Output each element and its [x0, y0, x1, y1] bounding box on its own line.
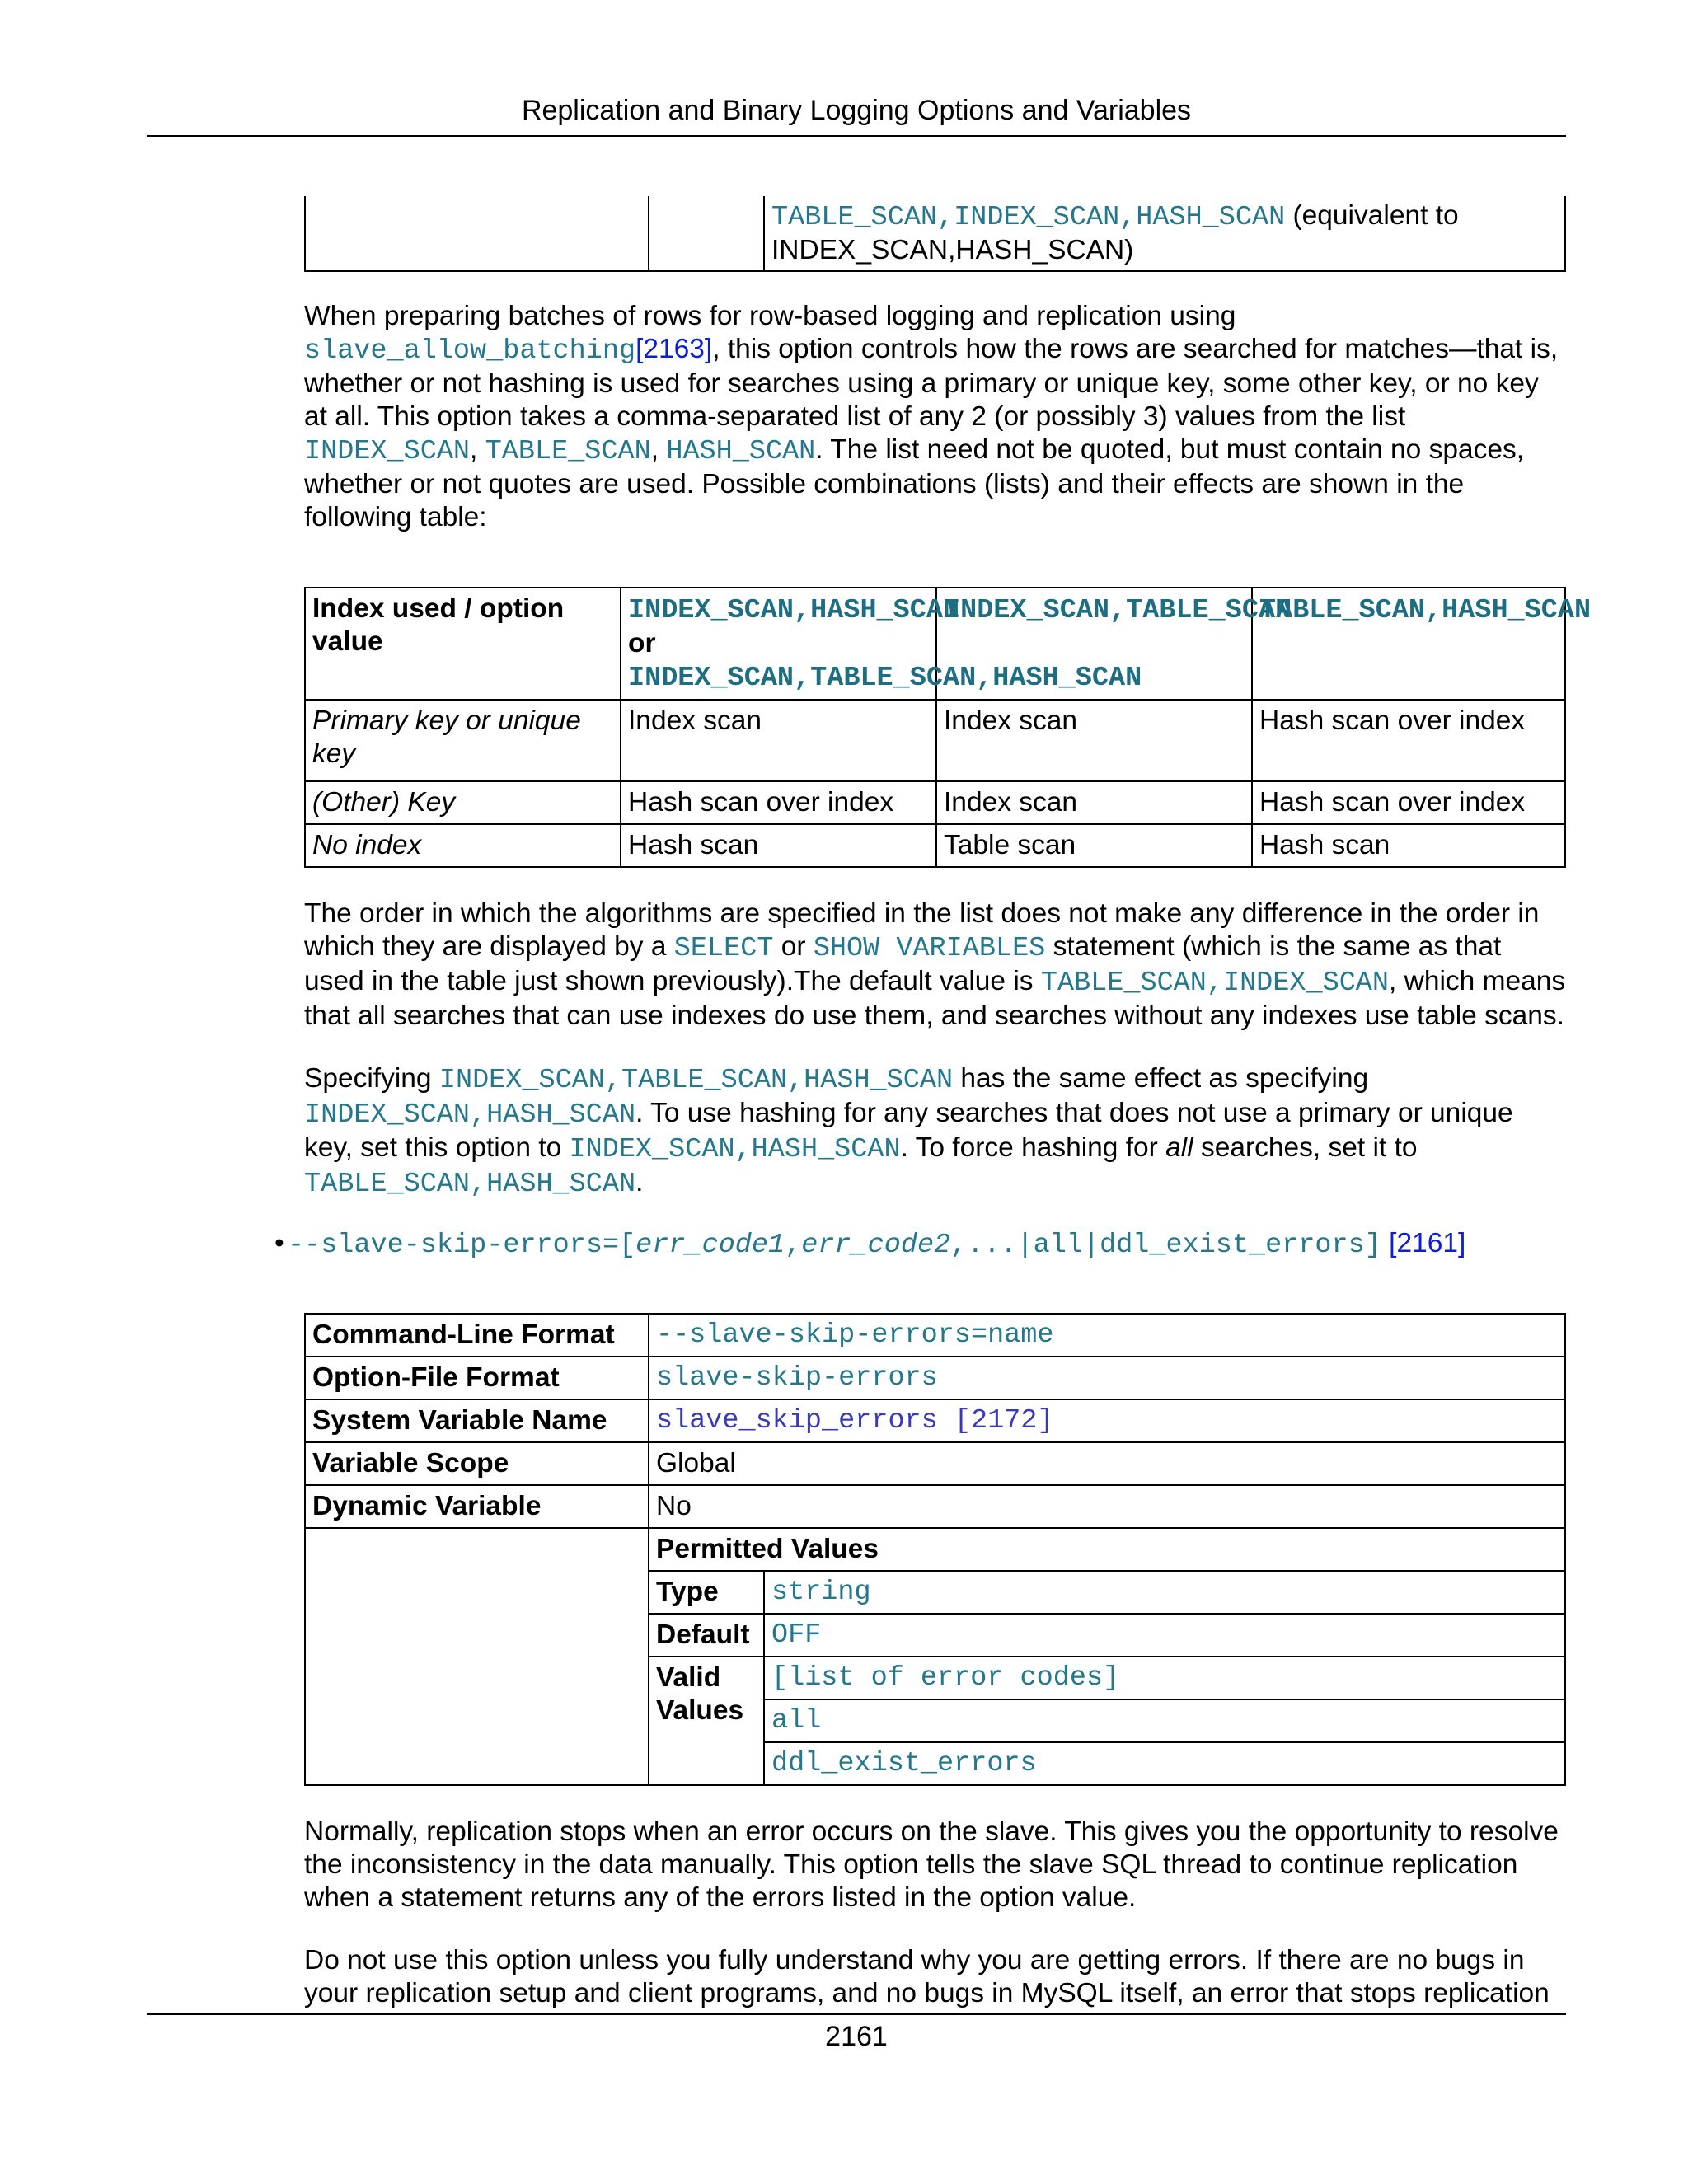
page-ref-link[interactable]: [2161]	[1389, 1228, 1466, 1258]
text: or	[628, 628, 656, 658]
bullet-icon: •	[274, 1228, 284, 1258]
table-row	[305, 1528, 1565, 1571]
footer-rule	[147, 2013, 1566, 2015]
emphasis: all	[1165, 1132, 1193, 1163]
text: , this option controls how the rows are searched for matches—that is, whether or not hashing is used for searches using a primary or unique key, some other key, or no key at all. This option takes a comma-separated list of any 2 (or possibly 3) values from the list	[304, 334, 1559, 432]
empty-cell	[649, 196, 764, 271]
table-cell: Hash scan over index	[1252, 781, 1565, 824]
paragraph-intro	[304, 300, 1566, 534]
table-cell: Hash scan over index	[1252, 700, 1565, 781]
empty-cell	[305, 1528, 649, 1785]
separator: ,	[470, 434, 485, 465]
row-label: System Variable Name	[305, 1399, 649, 1442]
header-cell-index-used: Index used / option value	[305, 588, 621, 700]
valid-values-label: Valid Values	[649, 1657, 764, 1785]
header-cell-col1	[621, 588, 1142, 700]
row-label: Primary key or unique key	[305, 700, 621, 781]
table-cell: Index scan	[936, 700, 1252, 781]
paragraph-normally: Normally, replication stops when an error occurs on the slave. This gives you the opportunity to resolve the inconsistency in the data manually. This option tells the slave SQL thread to continue replication when a statement returns any of the errors listed in the option value.	[304, 1816, 1559, 1913]
page-ref-link[interactable]: [2163]	[635, 334, 713, 364]
table-cell: Hash scan	[621, 824, 936, 867]
paragraph-order	[304, 898, 1566, 1033]
effects-table	[304, 587, 1592, 868]
code-default-value: TABLE_SCAN,INDEX_SCAN	[1040, 968, 1390, 999]
page-number: 2161	[825, 2021, 888, 2052]
row-label: Command-Line Format	[305, 1314, 649, 1357]
value-code: TABLE_SCAN,INDEX_SCAN,HASH_SCAN	[771, 202, 1286, 233]
option-bullet	[274, 1227, 1566, 1262]
table-cell: Index scan	[936, 781, 1252, 824]
code: INDEX_SCAN,HASH_SCAN	[304, 1099, 636, 1131]
page-content	[274, 196, 1592, 2010]
page-header: Replication and Binary Logging Options and Variables	[521, 95, 1192, 126]
separator: ,	[650, 434, 667, 465]
code-slave-allow-batching[interactable]: slave_allow_batching	[304, 335, 636, 367]
text: . To force hashing for	[900, 1132, 1166, 1163]
table-row	[305, 1314, 1565, 1357]
paragraph-specifying	[304, 1062, 1566, 1201]
empty-cell	[305, 196, 649, 271]
header-cell-col3	[1252, 588, 1592, 700]
code: TABLE_SCAN,HASH_SCAN	[1259, 595, 1592, 626]
table-row	[305, 1485, 1565, 1528]
code-hash-scan: HASH_SCAN	[666, 436, 816, 467]
header-rule	[147, 135, 1566, 137]
row-label: Option-File Format	[305, 1357, 649, 1399]
row-label: Dynamic Variable	[305, 1485, 649, 1528]
valid-value: ddl_exist_errors	[764, 1742, 1565, 1785]
text: .	[635, 1167, 644, 1197]
type-label: Type	[649, 1571, 764, 1614]
code: INDEX_SCAN,TABLE_SCAN	[944, 595, 1292, 626]
table-row	[305, 1399, 1565, 1442]
table-row	[305, 196, 1565, 271]
variable-scope-value: Global	[649, 1442, 1565, 1485]
code: INDEX_SCAN,TABLE_SCAN,HASH_SCAN	[628, 663, 1142, 694]
table-row	[305, 824, 1565, 867]
row-label: No index	[305, 824, 621, 867]
code: INDEX_SCAN,HASH_SCAN	[569, 1134, 901, 1165]
code-table-scan: TABLE_SCAN	[485, 436, 651, 467]
value-text: (equivalent to INDEX_SCAN,HASH_SCAN)	[771, 200, 1459, 265]
table-row	[305, 781, 1565, 824]
text: When preparing batches of rows for row-based logging and replication using	[304, 301, 1236, 331]
default-label: Default	[649, 1614, 764, 1657]
text: , which means that all searches that can use indexes do use them, and searches without any indexes use table scans.	[304, 966, 1566, 1031]
table-row	[305, 1357, 1565, 1399]
code: TABLE_SCAN,HASH_SCAN	[304, 1169, 636, 1200]
paragraph-warning: Do not use this option unless you fully understand why you are getting errors. If there are no bugs in your replication setup and client programs, and no bugs in MySQL itself, an error that stops replication	[304, 1945, 1550, 2008]
option-file-format-value: slave-skip-errors	[649, 1357, 1565, 1399]
valid-value: all	[764, 1699, 1565, 1742]
table-cell: Table scan	[936, 824, 1252, 867]
text: . The list need not be quoted, but must contain no spaces, whether or not quotes are used. Possible combinations (lists) and their effects are shown in the following table:	[304, 434, 1525, 532]
permitted-values-heading: Permitted Values	[649, 1528, 1565, 1571]
row-label: Variable Scope	[305, 1442, 649, 1485]
text: has the same effect as specifying	[953, 1063, 1369, 1094]
text: . To use hashing for any searches that does not use a primary or unique key, set this option to	[304, 1098, 1513, 1163]
default-value: OFF	[764, 1614, 1565, 1657]
table-cell: Hash scan	[1252, 824, 1565, 867]
text: Specifying	[304, 1063, 439, 1094]
table-header-row	[305, 588, 1565, 700]
text: statement (which is the same as that used in the table just shown previously).The default value is	[304, 931, 1502, 996]
valid-value: [list of error codes]	[764, 1657, 1565, 1699]
system-variable-link[interactable]: slave_skip_errors [2172]	[649, 1399, 1565, 1442]
code-index-scan: INDEX_SCAN	[304, 436, 471, 467]
table-row	[305, 1442, 1565, 1485]
code: INDEX_SCAN,HASH_SCAN	[628, 595, 960, 626]
dynamic-variable-value: No	[649, 1485, 1565, 1528]
option-signature: --slave-skip-errors=[err_code1,err_code2,...|all|ddl_exist_errors]	[288, 1230, 1381, 1261]
code: INDEX_SCAN,TABLE_SCAN,HASH_SCAN	[438, 1065, 954, 1096]
code-show-variables: SHOW VARIABLES	[813, 933, 1046, 964]
value-cell	[764, 196, 1565, 271]
option-table	[304, 1313, 1566, 1786]
code-select: SELECT	[673, 933, 774, 964]
continued-table	[304, 196, 1566, 272]
text: or	[773, 931, 814, 962]
type-value: string	[764, 1571, 1565, 1614]
text: The order in which the algorithms are specified in the list does not make any difference in the order in which they are displayed by a	[304, 898, 1540, 962]
table-cell: Hash scan over index	[621, 781, 936, 824]
command-line-format-value: --slave-skip-errors=name	[649, 1314, 1565, 1357]
table-cell: Index scan	[621, 700, 936, 781]
text: searches, set it to	[1193, 1132, 1418, 1163]
table-row	[305, 700, 1565, 781]
row-label: (Other) Key	[305, 781, 621, 824]
